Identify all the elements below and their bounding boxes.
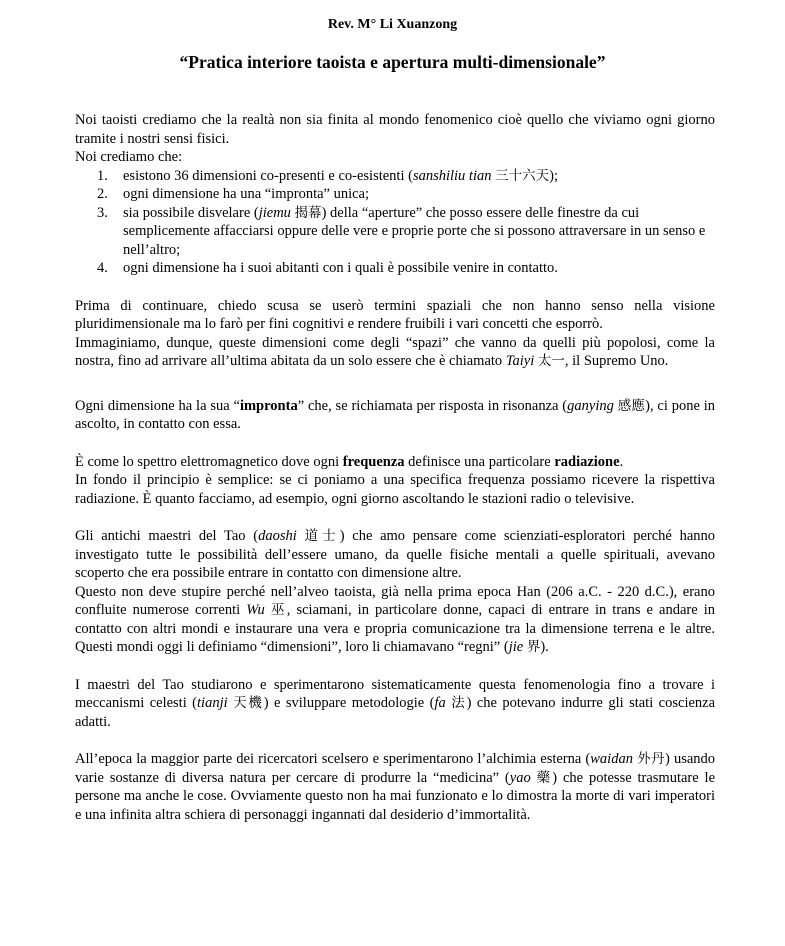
- chinese-characters: 道士: [304, 528, 340, 544]
- paragraph-text: ” che, se richiamata per risposta in risonanza (: [297, 397, 568, 414]
- chinese-characters: 外丹: [637, 751, 666, 767]
- bold-term: radiazione: [554, 453, 620, 470]
- document-title: “Pratica interiore taoista e apertura multi-dimensionale”: [179, 52, 606, 72]
- paragraph-text: In fondo il principio è semplice: se ci poniamo a una specifica frequenza possiamo ricevere la rispettiva radiazione. È quanto facciamo, ad esempio, ogni giorno ascoltando le stazioni radio o televisive.: [75, 472, 715, 507]
- chinese-characters: 界: [526, 639, 541, 655]
- paragraph-spectrum: [75, 453, 715, 509]
- paragraph-text: , il Supremo Uno.: [564, 353, 669, 369]
- paragraph-text: ), ci pone in ascolto, in contatto con essa.: [75, 397, 716, 432]
- pinyin-term: ganying: [567, 397, 614, 414]
- chinese-characters: 藥: [536, 769, 553, 786]
- paragraph-text: È come lo spettro elettromagnetico dove ogni: [75, 453, 343, 470]
- author-line: Rev. M° Li Xuanzong: [327, 17, 458, 32]
- list-item: [75, 259, 715, 278]
- list-number: 4.: [97, 260, 108, 276]
- chinese-characters: 感應: [617, 397, 646, 414]
- beliefs-list: [75, 167, 715, 278]
- paragraph-text: ) che amo pensare come scienziati-esploratori perché hanno investigato tutte le possibilità dell’essere umano, da quelle fisiche mentali a quelle spirituali, avevano scoperto che era possibile entrare in contatto con dimensione altre.: [75, 528, 716, 581]
- pinyin-term: jie: [508, 639, 524, 655]
- spacer: [75, 278, 715, 297]
- pinyin-term: waidan: [590, 751, 633, 767]
- pinyin-term: tianji: [197, 695, 228, 711]
- chinese-characters: 天機: [233, 695, 264, 711]
- paragraph-text: Gli antichi maestri del Tao (: [75, 528, 259, 544]
- chinese-characters: 太一: [537, 353, 565, 369]
- list-text: );: [549, 167, 558, 184]
- paragraph-text: ) usando varie sostanze di diversa natura per cercare di produrre la “medicina” (: [75, 751, 716, 786]
- list-number: 1.: [97, 167, 108, 184]
- paragraph-text: ).: [540, 639, 549, 655]
- list-text: ogni dimensione ha una “impronta” unica;: [123, 186, 370, 202]
- paragraph-text: ) che potesse trasmutare le persone ma anche le cose. Ovviamente questo non ha mai funzionato e lo dimostra la morte di vari imperatori e una infinita altra schiera di personaggi ingannati dal desiderio d’immortalità.: [75, 769, 716, 823]
- paragraph-intro: [75, 111, 715, 167]
- pinyin-term: Taiyi: [505, 353, 535, 369]
- pinyin-term: daoshi: [258, 528, 297, 544]
- chinese-characters: 三十六天: [495, 167, 550, 184]
- pinyin-term: yao: [509, 769, 531, 786]
- list-text: ) della “aperture” che posso essere delle finestre da cui semplicemente affacciarsi oppure delle vere e proprie porte che si possono attraversare in un senso e nell’altro;: [123, 204, 706, 258]
- list-text: ogni dimensione ha i suoi abitanti con i quali è possibile venire in contatto.: [123, 260, 558, 276]
- list-number: 2.: [97, 186, 108, 202]
- paragraph-text: .: [619, 453, 624, 470]
- chinese-characters: 巫: [270, 602, 287, 618]
- bold-term: frequenza: [342, 453, 405, 470]
- list-text: esistono 36 dimensioni co-presenti e co-esistenti (: [123, 167, 413, 184]
- paragraph-text: ) che potevano indurre gli stati coscienza adatti.: [75, 695, 716, 730]
- pinyin-term: sanshiliu tian: [412, 167, 492, 184]
- list-number: 3.: [97, 204, 108, 221]
- paragraph-text: I maestri del Tao studiarono e sperimentarono sistematicamente questa fenomenologia fino a trovare i meccanismi celesti (: [75, 676, 715, 711]
- document-body: [75, 111, 715, 824]
- spacer: [75, 371, 715, 397]
- paragraph-text: definisce una particolare: [404, 453, 555, 470]
- list-item: [75, 167, 715, 186]
- paragraph-spatial-terms: [75, 297, 715, 371]
- paragraph-external-alchemy: [75, 750, 715, 824]
- intro-lead: Noi crediamo che:: [75, 149, 183, 165]
- paragraph-text: Ogni dimensione ha la sua “: [75, 397, 240, 414]
- paragraph-text: Questo non deve stupire perché nell’alveo taoista, già nella prima epoca Han (206 a.C. - 220 d.C.), erano confluite numerose correnti: [75, 583, 715, 618]
- spacer: [75, 508, 715, 527]
- list-item: [75, 185, 715, 204]
- chinese-characters: 法: [451, 695, 467, 711]
- paragraph-text: Immaginiamo, dunque, queste dimensioni come degli “spazi” che vanno da quelli più popolosi, come la nostra, fino ad arrivare all’ultima abitata da un solo essere che è chiamato: [75, 334, 715, 369]
- paragraph-text: , sciamani, in particolare donne, capaci di entrare in trans e andare in contatto con altri mondi e instaurare una vera e propria comunicazione tra la dimensione terrena e le altre. Questi mondi oggi li definiamo “dimensioni”, loro li chiamavano “regni” (: [75, 602, 716, 655]
- paragraph-celestial-mechanisms: [75, 676, 715, 732]
- paragraph-ancient-masters: [75, 527, 715, 657]
- bold-term: impronta: [239, 397, 298, 414]
- pinyin-term: Wu: [246, 602, 265, 618]
- list-text: sia possibile disvelare (: [123, 204, 259, 221]
- chinese-characters: 揭幕: [294, 204, 322, 221]
- intro-text: Noi taoisti crediamo che la realtà non sia finita al mondo fenomenico cioè quello che viviamo ogni giorno tramite i nostri sensi fisici.: [75, 112, 715, 147]
- pinyin-term: jiemu: [258, 204, 291, 221]
- paragraph-text: Prima di continuare, chiedo scusa se userò termini spaziali che non hanno senso nella visione pluridimensionale ma lo farò per fini cognitivi e rendere fruibili i vari concetti che esporrò.: [75, 297, 715, 332]
- spacer: [75, 434, 715, 453]
- spacer: [75, 731, 715, 750]
- paragraph-text: ) e sviluppare metodologie (: [263, 695, 435, 711]
- paragraph-imprint: [75, 397, 715, 434]
- spacer: [75, 657, 715, 676]
- paragraph-text: All’epoca la maggior parte dei ricercatori scelsero e sperimentarono l’alchimia esterna (: [75, 751, 591, 767]
- pinyin-term: fa: [434, 695, 446, 711]
- list-item: [75, 204, 715, 260]
